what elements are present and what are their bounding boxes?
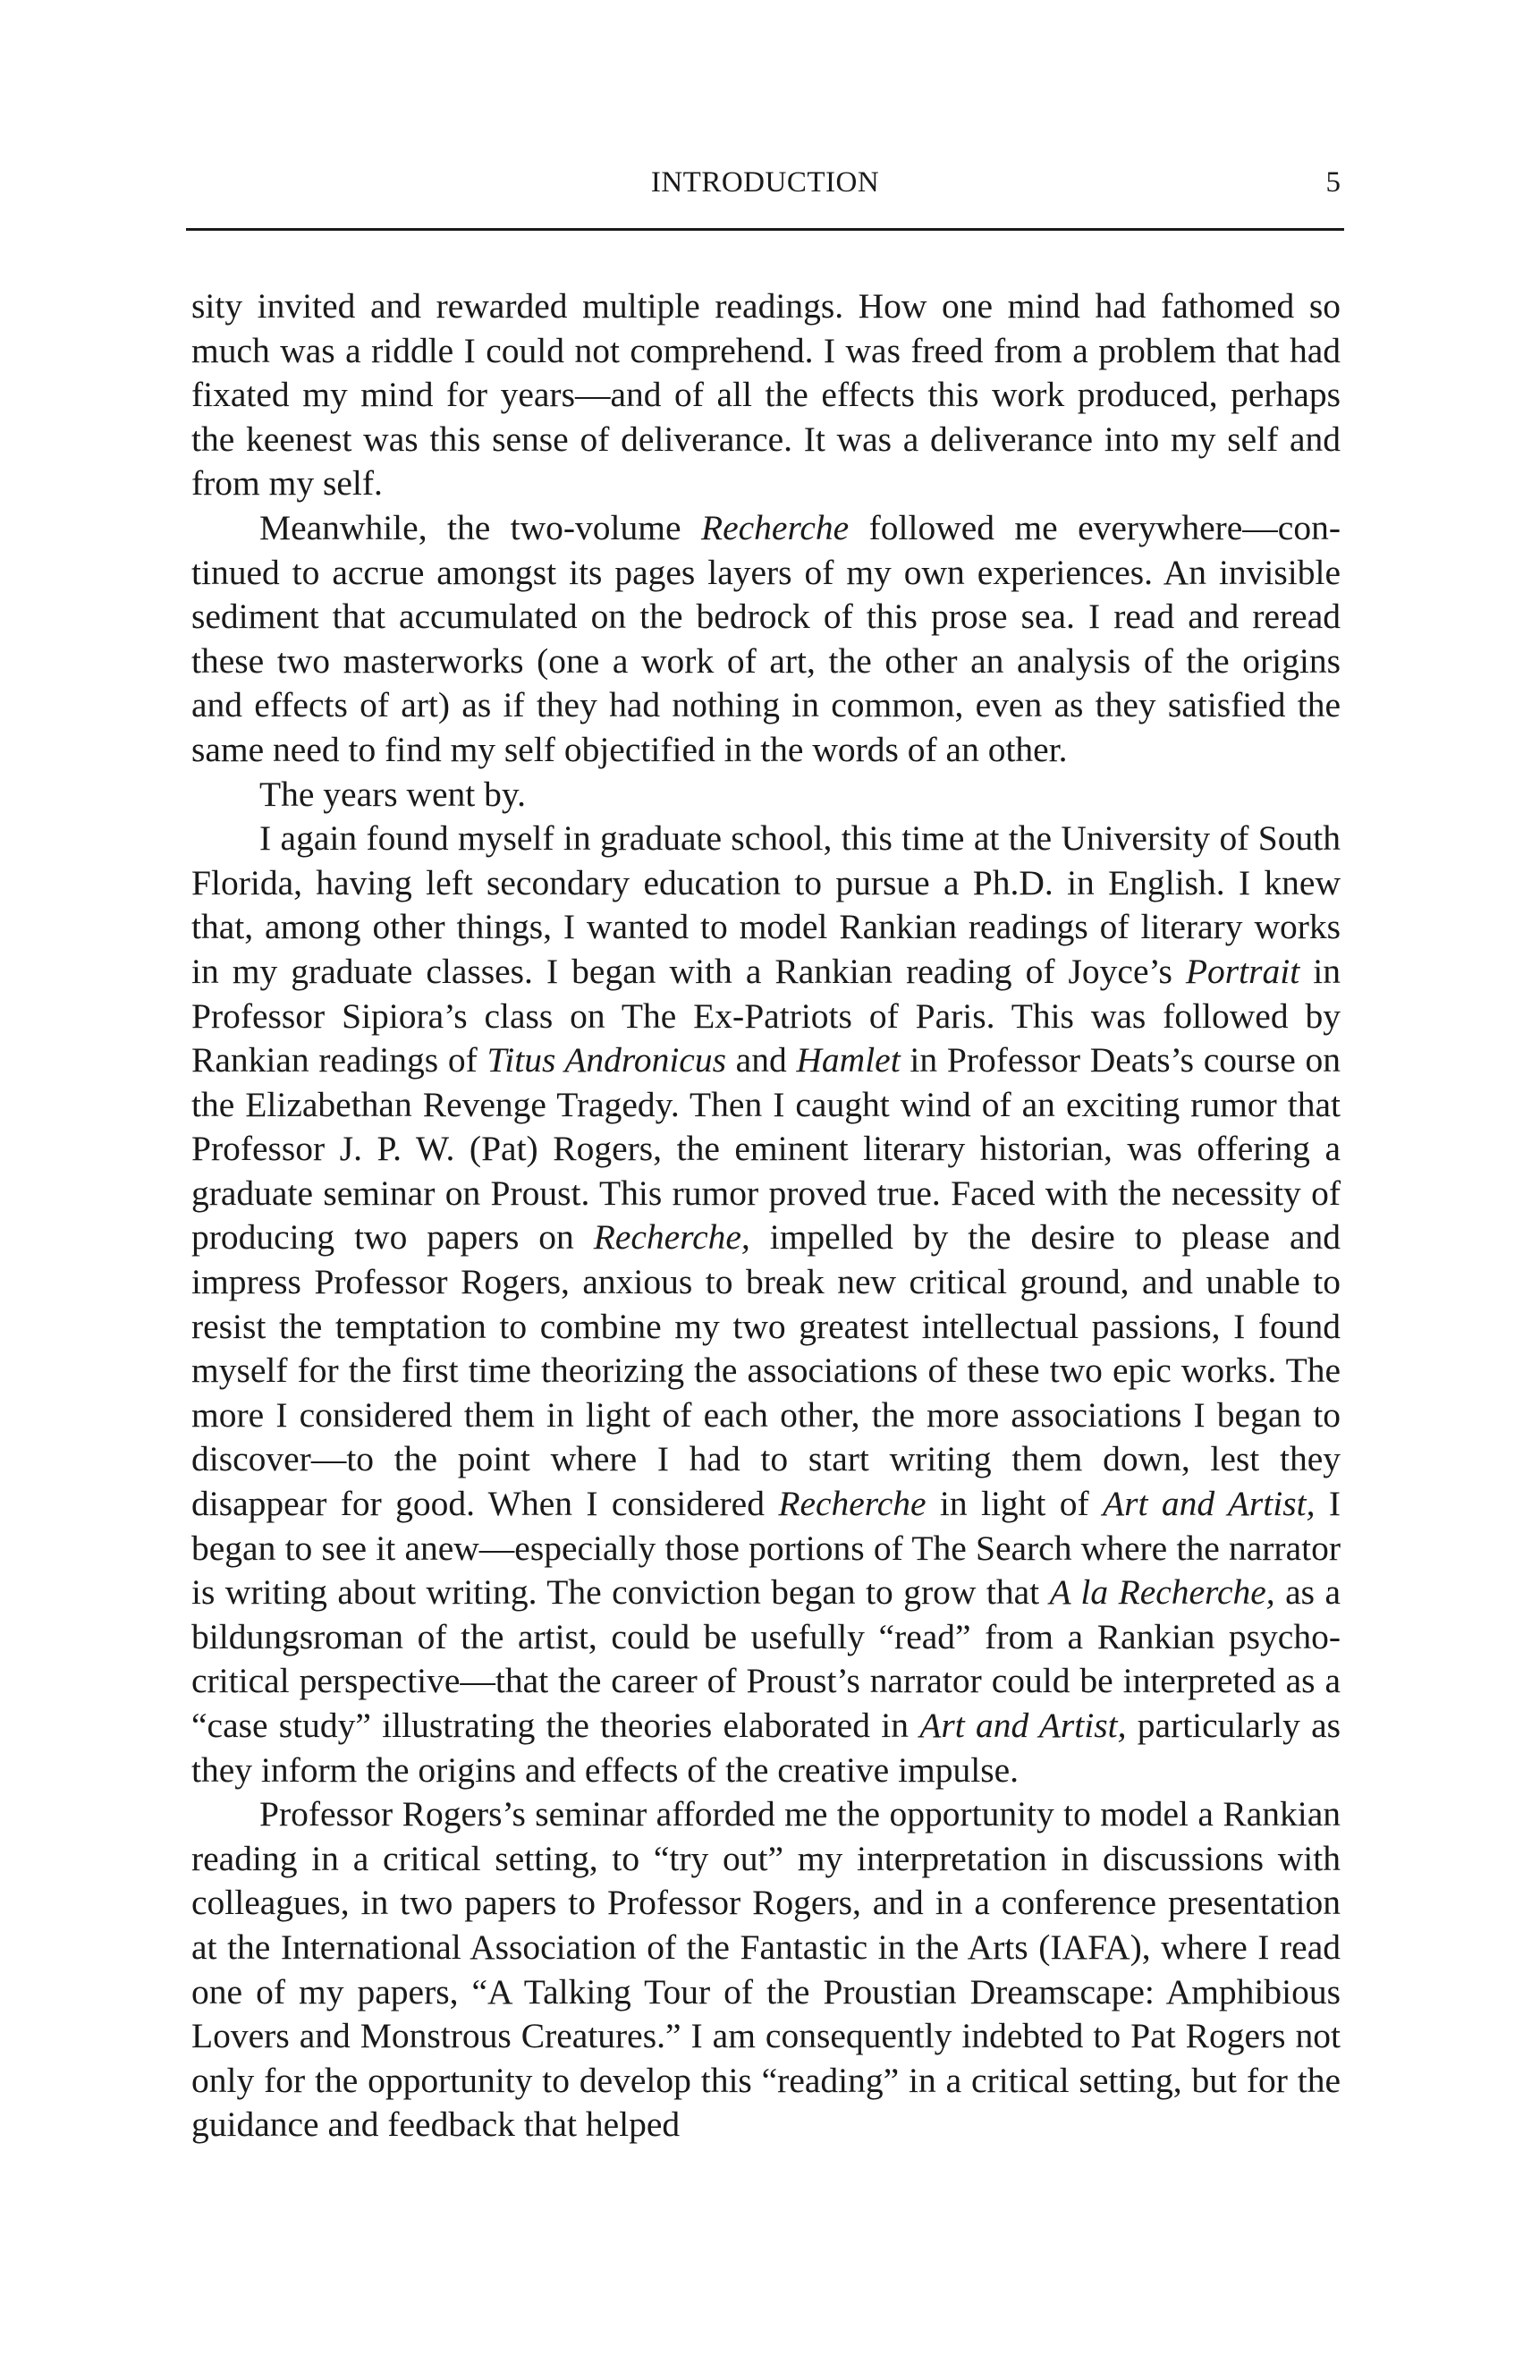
text-run: in light of — [926, 1484, 1104, 1524]
body-text — [191, 284, 1341, 2147]
italic-title: Titus Andronicus — [487, 1040, 726, 1080]
header-rule — [186, 228, 1344, 231]
text-run: impelled by the desire to please and impress Professor Rogers, anxious to break new critical ground, and unable to resist the temptation to combine my two greatest intellectual passions, I found myself for the first time theorizing the associations of these two epic works. The more I considered them in light of each other, the more associations I began to discover—to the point where I had to start writing them down, lest they disappear for good. When I considered — [191, 1217, 1341, 1524]
italic-title: Recherche, — [593, 1217, 750, 1258]
paragraph — [191, 1792, 1341, 2147]
italic-title: Art and Artist, — [919, 1706, 1127, 1745]
italic-title: Portrait — [1185, 951, 1300, 991]
running-head — [186, 166, 1344, 211]
text-run: in Professor Deats’s course on the Elizabethan Revenge Tragedy. Then I caught wind of an exciting rumor that Professor J. P. W. (Pat) Rogers, the eminent literary historian, was offering a graduate seminar on Proust. This rumor proved true. Faced with the necessity of producing two papers on — [191, 1040, 1341, 1258]
italic-title: Hamlet — [796, 1040, 901, 1080]
text-run: followed me everywhere—continued to accrue amongst its pages layers of my own experiences. An invisible sediment that accumulated on the bedrock of this prose sea. I read and reread these two masterworks (one a work of art, the other an analysis of the origins and effects of art) as if they had nothing in common, even as they satisfied the same need to find my self objectified in the words of an other. — [191, 507, 1341, 769]
text-run: sity invited and rewarded multiple readings. How one mind had fathomed so much was a riddle I could not comprehend. I was freed from a problem that had fixated my mind for years—and of all the effects this work produced, perhaps the keenest was this sense of deliverance. It was a deliverance into my self and from my self. — [191, 286, 1341, 504]
italic-title: Recherche — [700, 507, 850, 547]
text-run: in Professor Sipiora’s class on The Ex-Patriots of Paris. This was followed by Rankian readings of — [191, 951, 1341, 1080]
text-run: I again found myself in graduate school, this time at the University of South Florida, having left secondary education to pursue a Ph.D. in English. I knew that, among other things, I wanted to model Rankian readings of literary works in my graduate classes. I began with a Rankian reading of Joyce’s — [191, 818, 1341, 991]
running-title: INTRODUCTION — [650, 166, 880, 199]
text-run: particularly as they inform the origins and effects of the creative impulse. — [191, 1706, 1341, 1790]
paragraph — [191, 284, 1341, 506]
text-run: as a bildungsroman of the artist, could be usefully “read” from a Rankian psycho-critical perspective—that the career of Proust’s narrator could be interpreted as a “case study” illustrating the theories elaborated in — [191, 1572, 1341, 1745]
paragraph — [191, 817, 1341, 1792]
italic-title: Recherche — [778, 1484, 927, 1524]
paragraph — [191, 773, 1341, 817]
text-run: Professor Rogers’s seminar afforded me the opportunity to model a Rankian reading in a critical setting, to “try out” my interpretation in discussions with colleagues, in two papers to Professor Rogers, and in a conference presentation at the International Association of the Fantastic in the Arts (IAFA), where I read one of my papers, “A Talking Tour of the Proustian Dreamscape: Amphibious Lovers and Monstrous Creatures.” I am consequently indebted to Pat Rogers not only for the opportunity to develop this “reading” in a critical setting, but for the guidance and feedback that helped — [191, 1794, 1341, 2145]
paragraph — [191, 506, 1341, 773]
text-run: Meanwhile, the two-volume — [259, 507, 701, 547]
italic-title: A la Recherche, — [1049, 1572, 1275, 1613]
italic-title: Art and Artist, — [1103, 1484, 1316, 1524]
text-run: I began to see it anew—especially those portions of The Search where the narrator is writing about writing. The conviction began to grow that — [191, 1484, 1341, 1613]
text-run: and — [725, 1040, 797, 1080]
text-run: The years went by. — [259, 774, 526, 814]
page-number: 5 — [1325, 166, 1341, 199]
